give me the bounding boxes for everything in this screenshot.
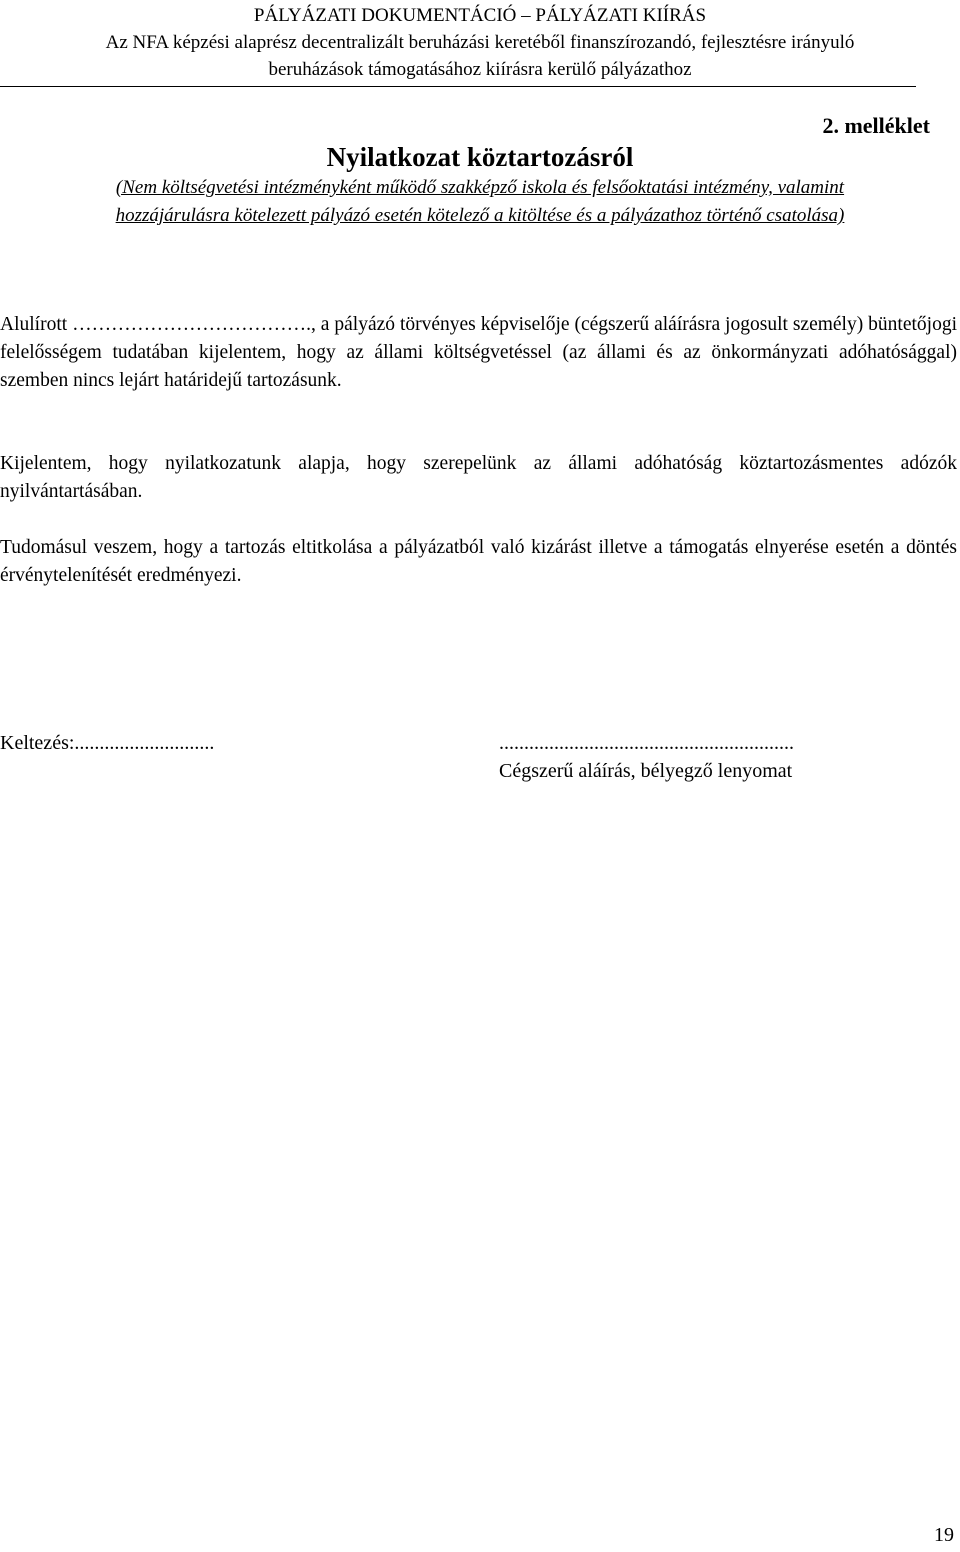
date-field: Keltezés:............................	[0, 732, 215, 754]
header-divider	[0, 86, 916, 87]
subtitle-line-1: (Nem költségvetési intézményként működő szakképző iskola és felsőoktatási intézmény, valamint	[115, 177, 845, 198]
annex-label: 2. melléklet	[822, 113, 930, 138]
document-title: Nyilatkozat köztartozásról	[326, 142, 634, 172]
declaration-paragraph: Alulírott ………………………………., a pályázó törvényes képviselője (cégszerű aláírásra jogosult személy) büntetőjogi felelősségem tudatában kijelentem, hogy az állami költségvetéssel (az állami és az önkormányzati adóhatósággal) szemben nincs lejárt határidejű tartozásunk.	[0, 314, 957, 391]
header-subtitle-line-1: Az NFA képzési alaprész decentralizált beruházási keretéből finanszírozandó, fejlesztésre irányuló	[105, 32, 855, 53]
document-header	[0, 2, 960, 83]
consequence-paragraph: Tudomásul veszem, hogy a tartozás eltitkolása a pályázatból való kizárást illetve a támogatás elnyerése esetén a döntés érvénytelenítését eredményezi.	[0, 537, 957, 586]
header-title: PÁLYÁZATI DOKUMENTÁCIÓ – PÁLYÁZATI KIÍRÁS	[253, 5, 707, 26]
document-subtitle	[0, 174, 960, 230]
subtitle-line-2: hozzájárulásra kötelezett pályázó esetén kötelező a kitöltése és a pályázathoz történő csatolása)	[115, 205, 845, 226]
signature-caption: Cégszerű aláírás, bélyegző lenyomat	[499, 760, 793, 782]
registry-paragraph: Kijelentem, hogy nyilatkozatunk alapja, hogy szerepelünk az állami adóhatóság köztartozásmentes adózók nyilvántartásában.	[0, 453, 957, 502]
header-subtitle-line-2: beruházások támogatásához kiírásra kerülő pályázathoz	[268, 59, 692, 80]
signature-line: ...........................................................	[499, 732, 794, 754]
page-number: 19	[934, 1524, 954, 1546]
signature-block	[499, 729, 794, 785]
